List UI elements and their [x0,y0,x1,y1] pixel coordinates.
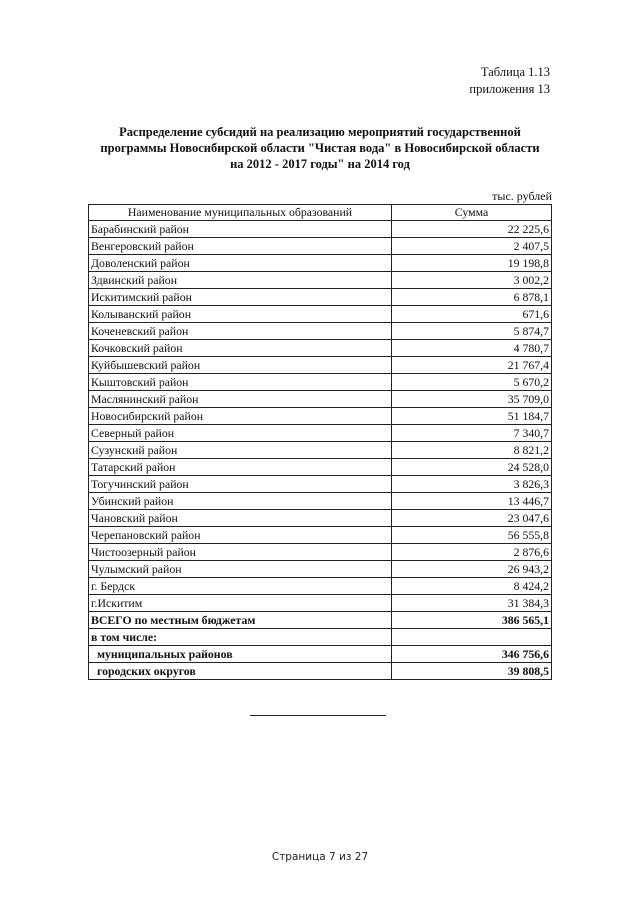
table-row [89,544,552,561]
table-row [89,561,552,578]
column-header-name: Наименование муниципальных образований [89,205,392,221]
row-name: Северный район [89,425,392,442]
total-row [89,612,552,629]
title-line-1: Распределение субсидий на реализацию мероприятий государственной [119,125,521,139]
table-row [89,357,552,374]
row-amount: 31 384,3 [392,595,552,612]
table-number: Таблица 1.13 [480,65,550,79]
row-amount: 2 876,6 [392,544,552,561]
table-row [89,272,552,289]
table-row [89,442,552,459]
municipal-amount: 346 756,6 [392,646,552,663]
row-amount: 51 184,7 [392,408,552,425]
row-amount: 5 670,2 [392,374,552,391]
table-row [89,289,552,306]
total-amount: 386 565,1 [392,612,552,629]
row-amount: 35 709,0 [392,391,552,408]
table-row [89,527,552,544]
row-name: Маслянинский район [89,391,392,408]
row-name: Коченевский район [89,323,392,340]
appendix-number: приложения 13 [469,82,550,96]
row-name: Чулымский район [89,561,392,578]
table-row [89,595,552,612]
row-amount: 8 821,2 [392,442,552,459]
row-name: Татарский район [89,459,392,476]
row-name: Сузунский район [89,442,392,459]
table-row [89,323,552,340]
row-name: Черепановский район [89,527,392,544]
row-name: Искитимский район [89,289,392,306]
row-amount: 671,6 [392,306,552,323]
table-row [89,255,552,272]
row-amount: 22 225,6 [392,221,552,238]
page-number: Страница 7 из 27 [271,851,369,863]
table-row [89,374,552,391]
row-amount: 5 874,7 [392,323,552,340]
row-amount: 6 878,1 [392,289,552,306]
row-name: Колыванский район [89,306,392,323]
row-name: г.Искитим [89,595,392,612]
table-row [89,340,552,357]
total-label: ВСЕГО по местным бюджетам [89,612,392,629]
row-name: Кыштовский район [89,374,392,391]
municipal-row [89,646,552,663]
row-name: Кочковский район [89,340,392,357]
table-body [89,221,552,612]
urban-label: городских округов [89,663,392,680]
table-row [89,391,552,408]
separator-line [250,715,386,716]
row-amount: 4 780,7 [392,340,552,357]
table-row [89,425,552,442]
urban-amount: 39 808,5 [392,663,552,680]
row-amount: 56 555,8 [392,527,552,544]
row-name: Венгеровский район [89,238,392,255]
row-amount: 2 407,5 [392,238,552,255]
row-name: Убинский район [89,493,392,510]
table-row [89,459,552,476]
row-name: Тогучинский район [89,476,392,493]
table-row [89,221,552,238]
row-name: Доволенский район [89,255,392,272]
row-name: Здвинский район [89,272,392,289]
subsidy-table [88,204,552,680]
table-header-row [89,205,552,221]
table-row [89,578,552,595]
row-amount: 26 943,2 [392,561,552,578]
row-amount: 3 826,3 [392,476,552,493]
row-amount: 8 424,2 [392,578,552,595]
row-amount: 13 446,7 [392,493,552,510]
table-row [89,476,552,493]
row-amount: 21 767,4 [392,357,552,374]
unit-label: тыс. рублей [492,189,552,203]
column-header-amount: Сумма [392,205,552,221]
row-amount: 24 528,0 [392,459,552,476]
row-amount: 3 002,2 [392,272,552,289]
table-row [89,493,552,510]
title-line-2: программы Новосибирской области "Чистая вода" в Новосибирской области [100,141,540,155]
row-name: Чистоозерный район [89,544,392,561]
row-name: Куйбышевский район [89,357,392,374]
title-line-3: на 2012 - 2017 годы" на 2014 год [230,157,410,171]
document-title [80,124,560,172]
row-name: Чановский район [89,510,392,527]
including-amount [392,629,552,646]
row-amount: 23 047,6 [392,510,552,527]
table-row [89,238,552,255]
including-row [89,629,552,646]
row-amount: 19 198,8 [392,255,552,272]
urban-row [89,663,552,680]
municipal-label: муниципальных районов [89,646,392,663]
table-summary [89,612,552,680]
table-row [89,510,552,527]
row-amount: 7 340,7 [392,425,552,442]
row-name: Барабинский район [89,221,392,238]
table-row [89,306,552,323]
row-name: г. Бердск [89,578,392,595]
table-row [89,408,552,425]
row-name: Новосибирский район [89,408,392,425]
table-reference [469,64,550,98]
including-label: в том числе: [89,629,392,646]
